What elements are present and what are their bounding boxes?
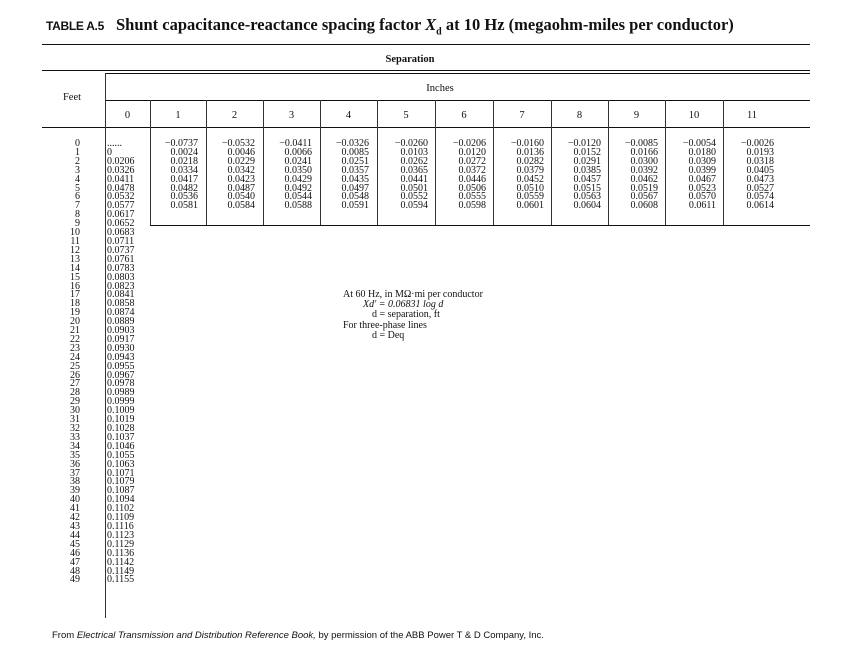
table-cell: 0.0761 — [107, 253, 135, 265]
table-cell: 0.0357 — [341, 164, 369, 176]
inch-header: 9 — [633, 110, 640, 121]
feet-cell: 38 — [70, 476, 80, 488]
table-cell: 0.0903 — [107, 325, 135, 337]
inch-7-column — [493, 140, 544, 211]
table-cell: 0.1149 — [107, 565, 135, 577]
table-cell: 0.0823 — [107, 280, 135, 292]
note-line-1: At 60 Hz, in MΩ·mi per conductor — [343, 289, 483, 300]
table-cell: 0.0282 — [516, 155, 544, 167]
feet-header: Feet — [62, 92, 82, 103]
table-cell: 0.1129 — [107, 538, 135, 550]
table-cell: −0.0532 — [221, 138, 255, 149]
table-cell: 0.0136 — [516, 146, 544, 158]
table-cell: 0.1019 — [107, 414, 135, 426]
table-cell: 0.0334 — [170, 164, 198, 176]
table-cell: 0.0510 — [516, 182, 544, 194]
inch-header: 3 — [288, 110, 295, 121]
table-cell: 0.0379 — [516, 164, 544, 176]
table-cell: 0.0405 — [746, 164, 774, 176]
table-cell: 0.0462 — [630, 173, 658, 185]
table-cell: 0.0930 — [107, 342, 135, 354]
table-cell: −0.0085 — [624, 138, 658, 149]
table-cell: −0.0411 — [279, 138, 312, 149]
table-cell: 0.0492 — [284, 182, 312, 194]
table-cell: 0.0473 — [746, 173, 774, 185]
table-cell: 0.0917 — [107, 333, 135, 345]
table-cell: 0.0467 — [688, 173, 716, 185]
feet-cell: 37 — [70, 467, 80, 479]
feet-cell: 29 — [70, 396, 80, 408]
feet-cell: 2 — [75, 155, 80, 167]
feet-cell: 34 — [70, 440, 80, 452]
table-cell: 0.0229 — [227, 155, 255, 167]
feet-cell: 24 — [70, 351, 80, 363]
feet-cell: 25 — [70, 360, 80, 372]
inch-8-column — [551, 140, 601, 211]
table-cell: 0.0519 — [630, 182, 658, 194]
table-cell: 0.0532 — [107, 191, 135, 203]
table-cell: 0.0540 — [227, 191, 255, 203]
inch-3-column — [263, 140, 312, 211]
table-cell: 0.0399 — [688, 164, 716, 176]
table-cell: −0.0026 — [740, 138, 774, 149]
table-cell: 0.1046 — [107, 440, 135, 452]
inch-header: 7 — [519, 110, 525, 121]
feet-cell: 5 — [75, 182, 80, 194]
inch-header: 11 — [746, 110, 758, 121]
table-cell: 0.0604 — [573, 200, 601, 212]
table-cell: 0.0300 — [630, 155, 658, 167]
table-cell: 0.0457 — [573, 173, 601, 185]
note-line-4: For three-phase lines — [343, 319, 427, 331]
inch-2-column — [206, 140, 255, 211]
feet-cell: 6 — [75, 191, 80, 203]
feet-cell: 20 — [70, 316, 80, 328]
table-cell: 0.0066 — [284, 146, 312, 158]
inch-header: 10 — [688, 110, 700, 121]
table-cell: 0.0955 — [107, 360, 135, 372]
table-cell: 0.0452 — [516, 173, 544, 185]
inch-0-column — [107, 140, 149, 585]
feet-cell: 41 — [70, 503, 80, 515]
table-cell: 0.0441 — [400, 173, 428, 185]
table-cell: 0.0272 — [458, 155, 486, 167]
feet-cell: 46 — [70, 547, 80, 559]
table-cell: 0.0570 — [688, 191, 716, 203]
feet-cell: 7 — [75, 200, 80, 212]
header-bottom-rule — [42, 127, 810, 128]
table-cell: 0.0567 — [630, 191, 658, 203]
inch-1-column — [150, 140, 198, 211]
inch-header: 6 — [461, 110, 467, 121]
feet-cell: 1 — [75, 146, 80, 158]
feet-cell: 3 — [75, 164, 80, 176]
feet-cell: 39 — [70, 485, 80, 497]
inch-header: 0 — [124, 110, 131, 121]
table-cell: 0.0943 — [107, 351, 135, 363]
table-cell: 0.1136 — [107, 547, 135, 559]
feet-cell: 26 — [70, 369, 80, 381]
table-cell: 0.0999 — [107, 396, 135, 408]
feet-cell: 16 — [70, 280, 80, 292]
feet-cell: 22 — [70, 333, 80, 345]
feet-cell: 49 — [70, 574, 80, 586]
col-divider — [105, 73, 106, 618]
table-cell: −0.0054 — [682, 138, 716, 149]
table-label: TABLE A.5 — [46, 19, 104, 33]
table-cell: 0.0581 — [170, 200, 198, 212]
table-cell: 0.0291 — [573, 155, 601, 167]
table-cell: 0.0574 — [746, 191, 774, 203]
table-cell: 0.0617 — [107, 209, 135, 221]
feet-cell: 12 — [70, 244, 80, 256]
table-cell: 0.0889 — [107, 316, 135, 328]
feet-column — [40, 140, 80, 585]
feet-cell: 33 — [70, 431, 80, 443]
feet-cell: 35 — [70, 449, 80, 461]
table-cell: 0.1123 — [107, 529, 135, 541]
table-cell: 0.1063 — [107, 458, 135, 470]
table-cell: 0.0598 — [458, 200, 486, 212]
table-cell: 0.0611 — [688, 200, 716, 212]
table-cell: 0.0085 — [341, 146, 369, 158]
table-cell: 0.0218 — [170, 155, 198, 167]
feet-cell: 21 — [70, 325, 80, 337]
inch-4-column — [320, 140, 369, 211]
table-cell: 0.1102 — [107, 503, 135, 515]
source-credit: From Electrical Transmission and Distribution Reference Book, by permission of the ABB Power T & D Company, Inc. — [52, 630, 544, 641]
table-cell: 0.0841 — [107, 289, 135, 301]
feet-cell: 4 — [75, 173, 80, 185]
feet-cell: 8 — [75, 209, 80, 221]
table-cell: −0.0120 — [567, 138, 601, 149]
table-cell: 0.0548 — [341, 191, 369, 203]
table-cell: 0.0608 — [630, 200, 658, 212]
table-cell: 0.0803 — [107, 271, 135, 283]
table-cell: 0.0563 — [573, 191, 601, 203]
data-block-bottom-rule — [150, 225, 810, 226]
inch-header: 1 — [175, 110, 181, 121]
table-cell: 0.0601 — [516, 200, 544, 212]
feet-cell: 42 — [70, 512, 80, 524]
table-cell: 0.0594 — [400, 200, 428, 212]
feet-cell: 27 — [70, 378, 80, 390]
table-cell: 0.0737 — [107, 244, 135, 256]
inch-header: 5 — [403, 110, 409, 121]
table-cell: 0.0423 — [227, 173, 255, 185]
table-cell: 0.0506 — [458, 182, 486, 194]
feet-cell: 14 — [70, 262, 80, 274]
formula-note — [343, 290, 483, 341]
inch-11-column — [723, 140, 774, 211]
table-cell: 0.1094 — [107, 494, 135, 506]
inch-9-column — [608, 140, 658, 211]
feet-cell: 47 — [70, 556, 80, 568]
table-cell: 0.0241 — [284, 155, 312, 167]
table-cell: 0.0024 — [170, 146, 198, 158]
table-cell: 0.0318 — [746, 155, 774, 167]
table-cell: 0.0365 — [400, 164, 428, 176]
table-cell: 0.0978 — [107, 378, 135, 390]
table-cell: 0.1155 — [107, 574, 135, 586]
table-cell: 0.0544 — [284, 191, 312, 203]
table-cell: 0.0392 — [630, 164, 658, 176]
note-line-5: d = Deq — [372, 329, 405, 341]
table-cell: 0.0103 — [400, 146, 428, 158]
table-cell: 0.0588 — [284, 200, 312, 212]
feet-cell: 0 — [75, 138, 80, 149]
inches-header: Inches — [426, 83, 454, 94]
table-cell: 0.0342 — [227, 164, 255, 176]
table-cell: −0.0206 — [452, 138, 486, 149]
table-cell: 0.0515 — [573, 182, 601, 194]
table-cell: 0.1142 — [107, 556, 135, 568]
table-cell: 0.0591 — [341, 200, 369, 212]
table-cell: 0.0527 — [746, 182, 774, 194]
table-cell: 0.1055 — [107, 449, 135, 461]
feet-cell: 17 — [70, 289, 80, 301]
table-cell: 0.0559 — [516, 191, 544, 203]
separation-rule-2 — [105, 73, 810, 74]
table-cell: 0.0487 — [227, 182, 255, 194]
feet-cell: 28 — [70, 387, 80, 399]
inch-10-column — [665, 140, 716, 211]
feet-cell: 23 — [70, 342, 80, 354]
table-cell: 0.0251 — [341, 155, 369, 167]
table-cell: 0.0858 — [107, 298, 135, 310]
table-cell: 0.0874 — [107, 307, 135, 319]
table-cell: 0.0482 — [170, 182, 198, 194]
table-cell: 0.0120 — [458, 146, 486, 158]
feet-cell: 43 — [70, 520, 80, 532]
table-cell: 0.0152 — [573, 146, 601, 158]
feet-cell: 44 — [70, 529, 80, 541]
table-cell: 0.0206 — [107, 155, 135, 167]
table-cell: −0.0260 — [394, 138, 428, 149]
table-cell: 0.0446 — [458, 173, 486, 185]
table-title — [46, 15, 836, 37]
table-cell: 0.0262 — [400, 155, 428, 167]
table-cell: 0.0326 — [107, 164, 135, 176]
table-cell: 0.0584 — [227, 200, 255, 212]
feet-cell: 13 — [70, 253, 80, 265]
table-cell: 0.0166 — [630, 146, 658, 158]
feet-cell: 48 — [70, 565, 80, 577]
table-cell: 0.1028 — [107, 423, 135, 434]
inch-header: 4 — [345, 110, 352, 121]
table-cell: 0.0967 — [107, 369, 135, 381]
table-cell: 0.1116 — [107, 520, 134, 532]
feet-cell: 18 — [70, 298, 80, 310]
inches-rule — [105, 100, 810, 101]
table-cell: 0.0372 — [458, 164, 486, 176]
table-cell: 0.0555 — [458, 191, 486, 203]
table-cell: 0.0552 — [400, 191, 428, 203]
feet-cell: 15 — [70, 271, 80, 283]
table-cell: 0.0429 — [284, 173, 312, 185]
feet-cell: 11 — [70, 235, 80, 247]
table-cell: 0.0180 — [688, 146, 716, 158]
inch-header: 8 — [576, 110, 583, 121]
table-cell: 0.0411 — [107, 173, 135, 185]
feet-cell: 9 — [75, 218, 80, 230]
table-cell: 0.1071 — [107, 467, 135, 479]
table-cell: 0.0577 — [107, 200, 135, 212]
table-cell: 0.1037 — [107, 431, 135, 443]
table-cell: 0.0783 — [107, 262, 135, 274]
table-cell: 0.0501 — [400, 182, 428, 194]
note-line-2: Xd′ = 0.06831 log d — [363, 299, 444, 311]
feet-cell: 31 — [70, 414, 80, 426]
table-cell: 0.0417 — [170, 173, 198, 185]
table-title-text: Shunt capacitance-reactance spacing factor $X_d$ at 10 Hz (megaohm-miles per conductor) — [115, 15, 734, 38]
table-cell: 0.0193 — [746, 146, 774, 158]
inch-5-column — [377, 140, 428, 211]
table-cell: 0.0711 — [107, 235, 135, 247]
table-cell: 0.0536 — [170, 191, 198, 203]
table-cell: 0.1109 — [107, 512, 135, 524]
inch-header: 2 — [231, 110, 238, 121]
table-cell: 0.0683 — [107, 227, 135, 239]
feet-cell: 36 — [70, 458, 80, 470]
table-cell: 0.1087 — [107, 485, 135, 497]
table-cell: 0.0350 — [284, 164, 312, 176]
table-cell: −0.0737 — [164, 138, 198, 149]
table-cell: 0.0385 — [573, 164, 601, 176]
note-line-3: d = separation, ft — [372, 309, 440, 321]
table-cell: ...... — [107, 138, 122, 149]
inch-6-column — [435, 140, 486, 211]
table-cell: −0.0326 — [335, 138, 369, 149]
table-cell: −0.0160 — [510, 138, 544, 149]
title-rule — [42, 44, 810, 45]
table-cell: 0.0652 — [107, 218, 135, 230]
table-cell: 0.1079 — [107, 476, 135, 488]
feet-cell: 32 — [70, 423, 80, 434]
feet-cell: 30 — [70, 405, 80, 417]
table-cell: 0.0614 — [746, 200, 774, 212]
table-cell: 0.0523 — [688, 182, 716, 194]
table-cell: 0.0989 — [107, 387, 135, 399]
table-cell: 0 — [107, 146, 112, 158]
separation-header: Separation — [385, 54, 435, 65]
table-cell: 0.0046 — [227, 146, 255, 158]
table-cell: 0.0497 — [341, 182, 369, 194]
feet-cell: 40 — [70, 494, 80, 506]
table-cell: 0.1009 — [107, 405, 135, 417]
table-cell: 0.0478 — [107, 182, 135, 194]
feet-cell: 45 — [70, 538, 80, 550]
feet-cell: 10 — [70, 227, 80, 239]
table-cell: 0.0309 — [688, 155, 716, 167]
feet-cell: 19 — [70, 307, 80, 319]
table-cell: 0.0435 — [341, 173, 369, 185]
separation-rule — [42, 70, 810, 71]
